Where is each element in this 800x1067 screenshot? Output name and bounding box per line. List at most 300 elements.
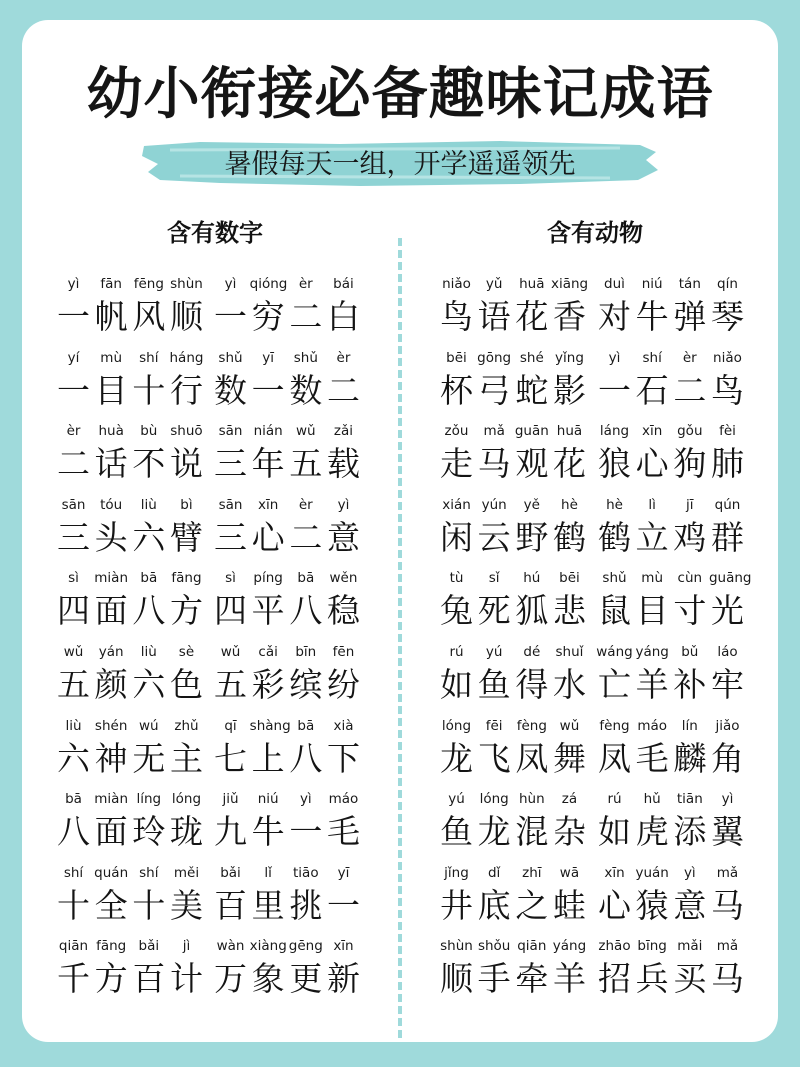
idiom-characters (438, 960, 588, 998)
pinyin-syllable: jì (182, 938, 191, 955)
idiom-character: 话 (94, 444, 128, 484)
idiom-item (55, 570, 205, 636)
pinyin-syllable: niú (257, 791, 279, 808)
pinyin-syllable: sè (178, 644, 195, 660)
pinyin-syllable: duì (604, 276, 625, 292)
pinyin-syllable: mù (641, 570, 664, 587)
pinyin-syllable: miàn (94, 791, 129, 808)
idiom-character: 象 (251, 959, 285, 999)
idiom-character: 载 (326, 444, 360, 484)
pinyin-syllable: jiǎo (715, 717, 740, 734)
idiom-pinyin (212, 423, 362, 441)
idiom-characters (596, 445, 746, 483)
idiom-character: 八 (57, 812, 90, 852)
idiom-character: 鸡 (673, 517, 707, 557)
idiom-pinyin (596, 350, 746, 368)
pinyin-syllable: shǒu (477, 938, 511, 955)
idiom-item (212, 276, 362, 342)
pinyin-syllable: xīn (258, 496, 279, 513)
idiom-character: 无 (132, 738, 166, 778)
idiom-characters (212, 519, 362, 557)
pinyin-syllable: èr (336, 349, 351, 366)
idiom-pinyin (212, 938, 362, 956)
idiom-character: 猿 (635, 885, 669, 925)
idiom-character: 百 (214, 885, 247, 925)
idiom-item (55, 938, 205, 1004)
idiom-character: 颜 (94, 665, 128, 704)
idiom-character: 角 (710, 738, 744, 778)
idiom-item (212, 423, 362, 489)
idiom-character: 牵 (515, 959, 549, 999)
pinyin-syllable: èr (298, 276, 313, 292)
pinyin-syllable: fēng (133, 276, 164, 292)
pinyin-syllable: gēng (288, 938, 323, 955)
idiom-character: 挑 (289, 885, 323, 925)
idiom-character: 风 (132, 297, 166, 336)
idiom-character: 目 (635, 591, 669, 631)
idiom-character: 花 (552, 444, 586, 484)
idiom-item (596, 791, 746, 857)
idiom-character: 一 (326, 885, 360, 925)
idiom-character: 凤 (598, 738, 631, 778)
pinyin-syllable: shí (642, 349, 662, 366)
pinyin-syllable: sì (68, 570, 79, 587)
pinyin-syllable: wáng (596, 644, 633, 660)
idiom-character: 飞 (477, 738, 511, 778)
pinyin-syllable: xiàng (249, 938, 287, 955)
idiom-pinyin (596, 276, 746, 294)
pinyin-syllable: yáng (552, 938, 587, 955)
idiom-character: 心 (635, 444, 669, 484)
idiom-item (212, 791, 362, 857)
idiom-character: 心 (251, 517, 285, 557)
idiom-pinyin (438, 938, 588, 956)
pinyin-syllable: fāng (96, 938, 127, 955)
idiom-characters (438, 887, 588, 925)
pinyin-syllable: wǔ (220, 644, 241, 660)
pinyin-syllable: niǎo (442, 276, 471, 292)
idiom-item (212, 644, 362, 710)
pinyin-syllable: měi (173, 864, 200, 881)
idiom-characters (55, 445, 205, 483)
idiom-item (438, 570, 588, 636)
pinyin-syllable: zhāo (598, 938, 631, 955)
idiom-characters (438, 666, 588, 704)
pinyin-syllable: qiān (517, 938, 547, 955)
pinyin-syllable: yǐng (555, 349, 584, 366)
idiom-character: 狼 (598, 444, 631, 484)
idiom-character: 毛 (326, 812, 360, 852)
idiom-character: 七 (214, 738, 247, 778)
idiom-character: 三 (214, 517, 247, 557)
idiom-item (55, 791, 205, 857)
idiom-pinyin (438, 497, 588, 515)
pinyin-syllable: yī (262, 349, 275, 366)
pinyin-syllable: láo (717, 644, 738, 660)
idiom-pinyin (596, 865, 746, 883)
idiom-character: 心 (598, 885, 631, 925)
idiom-pinyin (55, 644, 205, 662)
idiom-pinyin (55, 276, 205, 294)
idiom-character: 下 (326, 738, 360, 778)
idiom-character: 影 (552, 370, 586, 410)
pinyin-syllable: guān (514, 423, 549, 440)
pinyin-syllable: sān (61, 496, 86, 513)
idiom-character: 羊 (635, 665, 669, 704)
idiom-characters (55, 813, 205, 851)
idiom-character: 珑 (169, 812, 203, 852)
pinyin-syllable: wǔ (296, 423, 316, 440)
idiom-characters (438, 372, 588, 410)
pinyin-syllable: gōng (477, 349, 512, 366)
pinyin-syllable: qín (717, 276, 738, 292)
pinyin-syllable: wàn (216, 938, 245, 955)
pinyin-syllable: tiāo (293, 864, 319, 881)
idiom-characters (596, 666, 746, 704)
idiom-character: 三 (57, 517, 90, 557)
idiom-character: 闲 (440, 517, 473, 557)
idiom-characters (596, 592, 746, 630)
idiom-character: 花 (515, 297, 549, 336)
idiom-item (212, 938, 362, 1004)
idiom-character: 对 (598, 297, 631, 336)
pinyin-syllable: tiān (676, 791, 703, 808)
idiom-pinyin (55, 350, 205, 368)
pinyin-syllable: niú (641, 276, 663, 292)
pinyin-syllable: rú (607, 791, 622, 808)
pinyin-syllable: jǐng (444, 864, 469, 881)
idiom-character: 八 (132, 591, 166, 631)
idiom-character: 马 (710, 959, 744, 999)
pinyin-syllable: xīn (333, 938, 354, 955)
idiom-item (438, 938, 588, 1004)
idiom-character: 方 (94, 959, 128, 999)
pinyin-syllable: mǎ (716, 938, 739, 955)
idiom-item (596, 570, 752, 636)
idiom-item (212, 497, 362, 563)
idiom-characters (596, 813, 746, 851)
pinyin-syllable: liù (140, 644, 157, 660)
idiom-pinyin (55, 718, 205, 736)
idiom-character: 底 (477, 885, 511, 925)
idiom-character: 数 (214, 370, 247, 410)
idiom-character: 十 (132, 370, 166, 410)
idiom-pinyin (55, 497, 205, 515)
idiom-item (212, 350, 362, 416)
idiom-item (438, 497, 588, 563)
idiom-characters (55, 519, 205, 557)
pinyin-syllable: shí (63, 864, 84, 881)
idiom-character: 顺 (440, 959, 473, 999)
idiom-character: 十 (132, 885, 166, 925)
idiom-character: 牢 (710, 665, 744, 704)
idiom-item (55, 350, 205, 416)
idiom-character: 鱼 (477, 665, 511, 704)
idiom-character: 八 (289, 738, 323, 778)
idiom-pinyin (55, 865, 205, 883)
pinyin-syllable: shùn (170, 276, 203, 292)
idiom-pinyin (438, 423, 588, 441)
idiom-character: 虎 (635, 812, 669, 852)
pinyin-syllable: sǐ (488, 570, 500, 587)
idiom-character: 龙 (477, 812, 511, 852)
pinyin-syllable: mǎ (483, 423, 505, 440)
pinyin-syllable: yán (98, 644, 124, 660)
idiom-pinyin (596, 497, 746, 515)
pinyin-syllable: shùn (440, 938, 473, 955)
pinyin-syllable: yuán (635, 864, 669, 881)
pinyin-syllable: tóu (100, 496, 123, 513)
idiom-character: 五 (57, 665, 90, 704)
idiom-character: 亡 (598, 665, 631, 704)
pinyin-syllable: zǒu (444, 423, 469, 440)
idiom-characters (55, 887, 205, 925)
idiom-characters (212, 666, 362, 704)
pinyin-syllable: yì (299, 791, 312, 808)
pinyin-syllable: shǔ (218, 349, 243, 366)
pinyin-syllable: dǐ (487, 864, 501, 881)
idiom-character: 白 (326, 297, 360, 336)
idiom-character: 缤 (289, 665, 323, 704)
idiom-character: 立 (635, 517, 669, 557)
pinyin-syllable: xīn (642, 423, 663, 440)
idiom-character: 主 (169, 738, 203, 778)
idiom-character: 一 (57, 297, 90, 336)
idiom-pinyin (55, 570, 205, 588)
idiom-characters (212, 960, 362, 998)
idiom-character: 说 (169, 444, 203, 484)
pinyin-syllable: huā (556, 423, 583, 440)
idiom-characters (596, 960, 746, 998)
pinyin-syllable: bǎi (220, 864, 241, 881)
pinyin-syllable: tù (449, 570, 464, 587)
idiom-pinyin (438, 791, 588, 809)
idiom-characters (438, 519, 588, 557)
pinyin-syllable: yáng (635, 644, 669, 660)
idiom-character: 野 (515, 517, 549, 557)
pinyin-syllable: sān (218, 496, 243, 513)
idiom-character: 龙 (440, 738, 473, 778)
pinyin-syllable: mǎi (677, 938, 703, 955)
idiom-character: 面 (94, 591, 128, 631)
pinyin-syllable: dé (523, 644, 541, 660)
pinyin-syllable: wú (139, 717, 159, 734)
pinyin-syllable: xián (442, 496, 471, 513)
idiom-characters (212, 372, 362, 410)
idiom-pinyin (55, 938, 205, 956)
idiom-character: 马 (477, 444, 511, 484)
dashed-divider (398, 238, 402, 1038)
idiom-characters (55, 740, 205, 778)
idiom-item (55, 865, 205, 931)
pinyin-syllable: xīn (604, 864, 625, 881)
pinyin-syllable: cùn (677, 570, 703, 587)
idiom-characters (438, 445, 588, 483)
idiom-pinyin (438, 350, 588, 368)
idiom-item (596, 644, 746, 710)
idiom-character: 云 (477, 517, 511, 557)
idiom-character: 死 (477, 591, 511, 631)
idiom-characters (596, 740, 746, 778)
idiom-character: 稳 (326, 591, 360, 631)
pinyin-syllable: liù (65, 717, 82, 734)
idiom-character: 上 (251, 738, 285, 778)
idiom-character: 如 (598, 812, 631, 852)
idiom-characters (55, 372, 205, 410)
idiom-characters (596, 887, 746, 925)
pinyin-syllable: mù (100, 349, 123, 366)
pinyin-syllable: miàn (94, 570, 129, 587)
idiom-character: 数 (289, 370, 323, 410)
pinyin-syllable: huà (98, 423, 124, 440)
idiom-characters (55, 960, 205, 998)
pinyin-syllable: huā (519, 276, 545, 292)
idiom-item (438, 718, 588, 784)
pinyin-syllable: fèi (719, 423, 736, 440)
pinyin-syllable: bīng (637, 938, 667, 955)
idiom-character: 石 (635, 370, 669, 410)
pinyin-syllable: zá (561, 791, 578, 808)
idiom-character: 香 (552, 297, 586, 336)
idiom-character: 毛 (635, 738, 669, 778)
idiom-item (438, 865, 588, 931)
idiom-item (55, 276, 205, 342)
idiom-character: 一 (214, 297, 247, 336)
pinyin-syllable: fēn (332, 644, 355, 660)
idiom-character: 得 (515, 665, 549, 704)
idiom-character: 万 (214, 959, 247, 999)
idiom-character: 翼 (710, 812, 744, 852)
idiom-character: 肺 (710, 444, 744, 484)
pinyin-syllable: shé (519, 349, 544, 366)
pinyin-syllable: píng (253, 570, 283, 587)
pinyin-syllable: fèng (599, 717, 630, 734)
idiom-pinyin (438, 865, 588, 883)
idiom-characters (438, 592, 588, 630)
idiom-character: 杯 (440, 370, 473, 410)
idiom-character: 六 (132, 517, 166, 557)
pinyin-syllable: yě (523, 496, 540, 513)
idiom-character: 弹 (673, 297, 707, 336)
pinyin-syllable: yún (481, 496, 507, 513)
pinyin-syllable: bǔ (681, 644, 699, 660)
idiom-character: 六 (57, 738, 90, 778)
idiom-character: 水 (552, 665, 586, 704)
pinyin-syllable: lóng (479, 791, 509, 808)
idiom-character: 杂 (552, 812, 586, 852)
idiom-character: 鹤 (598, 517, 631, 557)
idiom-character: 平 (251, 591, 285, 631)
pinyin-syllable: fān (100, 276, 122, 292)
idiom-item (596, 423, 746, 489)
pinyin-syllable: shǔ (293, 349, 318, 366)
idiom-character: 牛 (251, 812, 285, 852)
idiom-characters (212, 592, 362, 630)
idiom-character: 鼠 (598, 591, 631, 631)
pinyin-syllable: bā (65, 791, 82, 808)
idiom-character: 千 (57, 959, 90, 999)
idiom-character: 悲 (552, 591, 586, 631)
idiom-item (596, 276, 746, 342)
pinyin-syllable: hú (523, 570, 541, 587)
idiom-characters (212, 445, 362, 483)
pinyin-syllable: zǎi (333, 423, 354, 440)
idiom-character: 更 (289, 959, 323, 999)
pinyin-syllable: yǔ (485, 276, 503, 292)
idiom-character: 头 (94, 517, 128, 557)
idiom-item (438, 350, 588, 416)
pinyin-syllable: yì (683, 864, 696, 881)
pinyin-syllable: shǔ (602, 570, 627, 587)
pinyin-syllable: lín (681, 717, 698, 734)
pinyin-syllable: láng (599, 423, 630, 440)
idiom-character: 招 (598, 959, 631, 999)
pinyin-syllable: mǎ (716, 864, 739, 881)
page-subtitle: 暑假每天一组，开学遥遥领先 (224, 149, 576, 180)
idiom-pinyin (596, 570, 752, 588)
pinyin-syllable: jī (686, 496, 694, 513)
pinyin-syllable: sān (218, 423, 243, 440)
pinyin-syllable: hè (606, 496, 623, 513)
idiom-character: 兵 (635, 959, 669, 999)
idiom-character: 牛 (635, 297, 669, 336)
pinyin-syllable: lóng (441, 717, 472, 734)
idiom-character: 五 (214, 665, 247, 704)
idiom-item (55, 423, 205, 489)
idiom-pinyin (55, 423, 205, 441)
idiom-character: 神 (94, 738, 128, 778)
idiom-character: 寸 (673, 591, 707, 631)
pinyin-syllable: quán (94, 864, 129, 881)
idiom-character: 方 (169, 591, 203, 631)
pinyin-syllable: shàng (249, 717, 291, 734)
idiom-character: 六 (132, 665, 166, 704)
idiom-character: 一 (598, 370, 631, 410)
pinyin-syllable: yī (337, 864, 350, 881)
idiom-character: 井 (440, 885, 473, 925)
pinyin-syllable: wǔ (559, 717, 580, 734)
pinyin-syllable: lóng (171, 791, 202, 808)
idiom-character: 意 (673, 885, 707, 925)
pinyin-syllable: xiāng (550, 276, 589, 292)
pinyin-syllable: bā (297, 717, 315, 734)
pinyin-syllable: shí (139, 349, 159, 366)
pinyin-syllable: èr (66, 423, 81, 440)
pinyin-syllable: liù (140, 496, 157, 513)
idiom-character: 十 (57, 885, 90, 925)
idiom-character: 四 (214, 591, 247, 631)
idiom-character: 一 (251, 370, 285, 410)
pinyin-syllable: èr (682, 349, 697, 366)
idiom-character: 面 (94, 812, 128, 852)
idiom-character: 弓 (477, 370, 511, 410)
idiom-character: 五 (289, 444, 323, 484)
pinyin-syllable: shuǐ (555, 644, 584, 660)
idiom-pinyin (596, 644, 746, 662)
idiom-pinyin (212, 570, 362, 588)
idiom-character: 意 (326, 517, 360, 557)
pinyin-syllable: rú (449, 644, 464, 660)
idiom-item (212, 865, 362, 931)
idiom-character: 全 (94, 885, 128, 925)
idiom-characters (438, 298, 588, 336)
pinyin-syllable: lì (648, 496, 656, 513)
pinyin-syllable: fèng (516, 717, 547, 734)
idiom-character: 彩 (251, 665, 285, 704)
pinyin-syllable: yì (721, 791, 734, 808)
idiom-character: 群 (710, 517, 744, 557)
pinyin-syllable: cǎi (258, 644, 278, 660)
